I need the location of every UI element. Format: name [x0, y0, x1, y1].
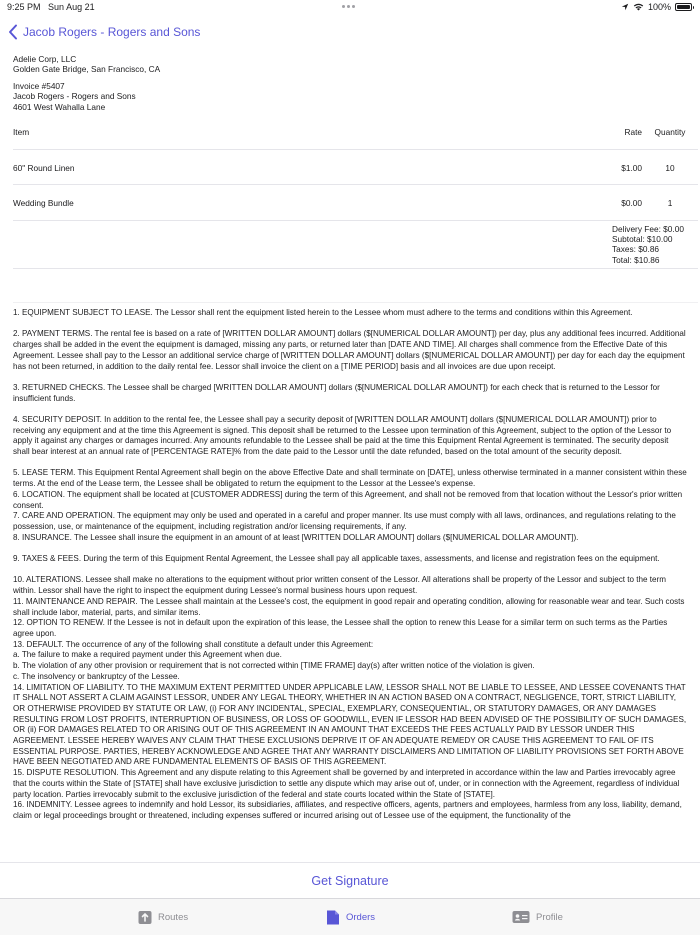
row-rate: $1.00: [621, 163, 642, 173]
header-rate: Rate: [624, 127, 642, 137]
document-icon: [326, 910, 340, 925]
row-quantity: 10: [665, 163, 675, 173]
term-paragraph: 3. RETURNED CHECKS. The Lessee shall be charged [WRITTEN DOLLAR AMOUNT] dollars ($[NUMERICAL DOLLAR AMOUNT]) for each check that is returned to the Lessor for insufficient funds.: [13, 382, 660, 403]
get-signature-button[interactable]: Get Signature: [311, 874, 389, 888]
table-row: [13, 198, 698, 208]
header-item: Item: [13, 127, 30, 137]
tab-label: Orders: [346, 911, 376, 923]
page-title: Jacob Rogers - Rogers and Sons: [23, 25, 201, 39]
divider: [13, 149, 698, 150]
delivery-fee: Delivery Fee: $0.00: [612, 224, 684, 234]
row-rate: $0.00: [621, 198, 642, 208]
term-paragraph: 5. LEASE TERM. This Equipment Rental Agreement shall begin on the above Effective Date and shall terminate on [DATE], unless otherwise terminated in a manner consistent within these terms. At the end of the Lease term, the Lessee shall be obligated to return the equipment to the Lessor at the Lessee's expense. 6. LOCATION. The equipment shall be located at [CUSTOMER ADDRESS] during the term of this Agreement, and shall not be removed from that location without the Lessor's prior written consent. 7. CARE AND OPERATION. The equipment may only be used and operated in a careful and proper manner. Its use must comply with all laws, ordinances, and regulations relating to the possession, use, or maintenance of the equipment, including registration and/or licensing requirements, if any. 8. INSURANCE. The Lessee shall insure the equipment in an amount of at least [WRITTEN DOLLAR AMOUNT] dollars ($[NUMERICAL DOLLAR AMOUNT]).: [13, 468, 687, 542]
taxes: Taxes: $0.86: [612, 244, 660, 255]
back-button[interactable]: [0, 24, 200, 40]
seller-name: Adelie Corp, LLC: [13, 54, 77, 64]
tab-routes[interactable]: [138, 899, 188, 935]
divider: [13, 268, 698, 269]
subtotal: Subtotal: $10.00: [612, 234, 673, 245]
seller-address: Golden Gate Bridge, San Francisco, CA: [13, 64, 161, 75]
wifi-icon: [633, 3, 644, 11]
tab-label: Profile: [536, 911, 563, 923]
seller-block: [13, 54, 160, 75]
customer-name: Jacob Rogers - Rogers and Sons: [13, 91, 136, 102]
battery-percent: 100%: [647, 2, 671, 12]
multitasking-dots-icon[interactable]: [342, 5, 355, 8]
invoice-number: Invoice #5407: [13, 81, 65, 91]
id-card-icon: [512, 910, 530, 924]
invoice-block: [13, 81, 136, 112]
tab-orders[interactable]: [326, 899, 375, 935]
totals-block: [612, 224, 684, 265]
battery-icon: [675, 3, 692, 11]
header-quantity: Quantity: [654, 127, 686, 137]
chevron-left-icon: [8, 24, 18, 40]
status-bar: [0, 0, 700, 16]
term-paragraph: 4. SECURITY DEPOSIT. In addition to the rental fee, the Lessee shall pay a security deposit of [WRITTEN DOLLAR AMOUNT] dollars ($[NUMERICAL DOLLAR AMOUNT]) prior to receiving any equipment and at the time this Agreement is signed. This deposit shall be returned to the Lessee upon termination of this Agreement, subject to the option of the Lessor to apply it against any charges or damages incurred. Any amounts refundable to the Lessee shall be paid at the time this Equipment Rental Agreement is terminated. The security deposit shall bear interest at an annual rate of [PERCENTAGE RATE]% from the date paid to the Lessor until the date refunded, based on the total amount of the security deposit.: [13, 414, 672, 457]
status-time-date: 9:25 PM Sun Aug 21: [7, 2, 95, 12]
tab-bar: [0, 898, 700, 935]
location-icon: [621, 3, 629, 11]
row-quantity: 1: [667, 198, 673, 208]
term-paragraph: 2. PAYMENT TERMS. The rental fee is based on a rate of [WRITTEN DOLLAR AMOUNT] dollars ($[NUMERICAL DOLLAR AMOUNT]) per day, plus any additional fees incurred. Additional charges shall be added in the event the equipment is damaged, missing any parts, or returned later than [DATE AND TIME]. All charges shall commence from the Effective Date of this Agreement. Lessee shall pay to the Lessor an additional service charge of [WRITTEN DOLLAR AMOUNT] dollars ($[NUMERICAL DOLLAR AMOUNT]) per day for each day the equipment has not been returned, in addition to the daily rental fee. Lessor shall invoice the client on a [TIME PERIOD] basis and all invoices are due upon receipt.: [13, 329, 686, 371]
customer-address: 4601 West Wahalla Lane: [13, 101, 106, 112]
terms-and-conditions: [13, 308, 687, 822]
divider: [13, 220, 698, 221]
navigation-bar: [0, 18, 700, 46]
divider: [13, 302, 698, 303]
tab-label: Routes: [158, 911, 189, 923]
divider: [13, 184, 698, 185]
term-paragraph: 1. EQUIPMENT SUBJECT TO LEASE. The Lessor shall rent the equipment listed herein to the Lessee whom must adhere to the terms and conditions within this Agreement.: [13, 308, 633, 317]
term-paragraph: 10. ALTERATIONS. Lessee shall make no alterations to the equipment without prior written consent of the Lessor. All alterations shall be property of the Lessor and subject to the term within. Lessor shall have the right to inspect the equipment during Lessee's normal business hours upon request. 11. MAINTENANCE AND REPAIR. The Lessee shall maintain at the Lessee's cost, the equipment in good repair and operating condition, allowing for reasonable wear and tear. Such costs shall include labor, material, parts, and similar items. 12. OPTION TO RENEW. If the Lessee is not in default upon the expiration of this lease, the Lessee shall the option to renew this Lease for a similar term on such terms as the Parties agree upon. 13. DEFAULT. The occurrence of any of the following shall constitute a default under this Agreement: a. The failure to make a required payment under this Agreement when due. b. The violation of any other provision or requirement that is not corrected within [TIME FRAME] day(s) after written notice of the violation is given. c. The insolvency or bankruptcy of the Lessee. 14. LIMITATION OF LIABILITY. TO THE MAXIMUM EXTENT PERMITTED UNDER APPLICABLE LAW, LESSOR SHALL NOT BE LIABLE TO LESSEE, AND LESSEE COVENANTS THAT IT SHALL NOT ASSERT A CLAIM AGAINST LESSOR, UNDER ANY LEGAL THEORY, WHETHER IN AN ACTION BASED ON A CONTRACT, NEGLIGENCE, TORT, STRICT LIABILITY, OR OTHERWISE PROVIDED BY STATUTE OR LAW, (i) FOR ANY INCIDENTAL, SPECIAL, EXEMPLARY, CONSEQUENTIAL, OR STATUTORY DAMAGES, OR ANY DAMAGES RESULTING FROM LOST PROFITS, INTERRUPTION OF BUSINESS, OR LOSS OF GOODWILL, EVEN IF LESSOR HAD BEEN ADVISED OF THE POSSIBILITY OF SUCH DAMAGES, OR (ii) FOR DAMAGES RELATED TO OR ARISING OUT OF THIS AGREEMENT IN AN AMOUNT THAT EXCEEDS THE FEES ACTUALLY PAID BY LESSOR UNDER THIS AGREEMENT. LESSEE HEREBY WAIVES ANY CLAIM THAT THESE EXCLUSIONS DEPRIVE IT OF AN ADEQUATE REMEDY OR CAUSE THIS AGREEMENT TO FAIL OF ITS ESSENTIAL PURPOSE. PARTIES, HEREBY ACKNOWLEDGE AND AGREE THAT ANY WARRANTY DISCLAIMERS AND LIMITATION OF LIABILITY PROVISIONS SET FORTH ABOVE HAVE BEEN NEGOTIATED AND ARE FUNDAMENTAL ELEMENTS OF BASIS OF THIS AGREEMENT. 15. DISPUTE RESOLUTION. This Agreement and any dispute relating to this Agreement shall be governed by and interpreted in accordance within the law and Parties irrevocably agree that the courts within the State of [STATE] shall have exclusive jurisdiction to settle any dispute which may arise out of, under, or in connection with the Agreement, regardless of individual party location. Parties irrevocably submit to the exclusive jurisdiction of the federal and state courts located within the State of [STATE]. 16. INDEMNITY. Lessee agrees to indemnify and hold Lessor, its subsidiaries, affiliates, and respective officers, agents, partners and employees, harmless from any loss, liability, demand, claim or legal proceedings brought or threatened, including expenses suffered or incurred arising out of Lessee use of the equipment, the functionality of the: [13, 575, 687, 820]
table-header: [13, 127, 698, 137]
term-paragraph: 9. TAXES & FEES. During the term of this Equipment Rental Agreement, the Lessee shall pay all applicable taxes, assessments, and license and registration fees on the equipment.: [13, 554, 660, 564]
total: Total: $10.86: [612, 254, 660, 265]
invoice-content[interactable]: [0, 46, 700, 862]
status-indicators: [621, 2, 692, 12]
row-item: 60" Round Linen: [13, 163, 75, 173]
upload-icon: [138, 910, 152, 925]
signature-bar: [0, 862, 700, 899]
tab-profile[interactable]: [512, 899, 563, 935]
table-row: [13, 163, 698, 173]
row-item: Wedding Bundle: [13, 198, 74, 208]
